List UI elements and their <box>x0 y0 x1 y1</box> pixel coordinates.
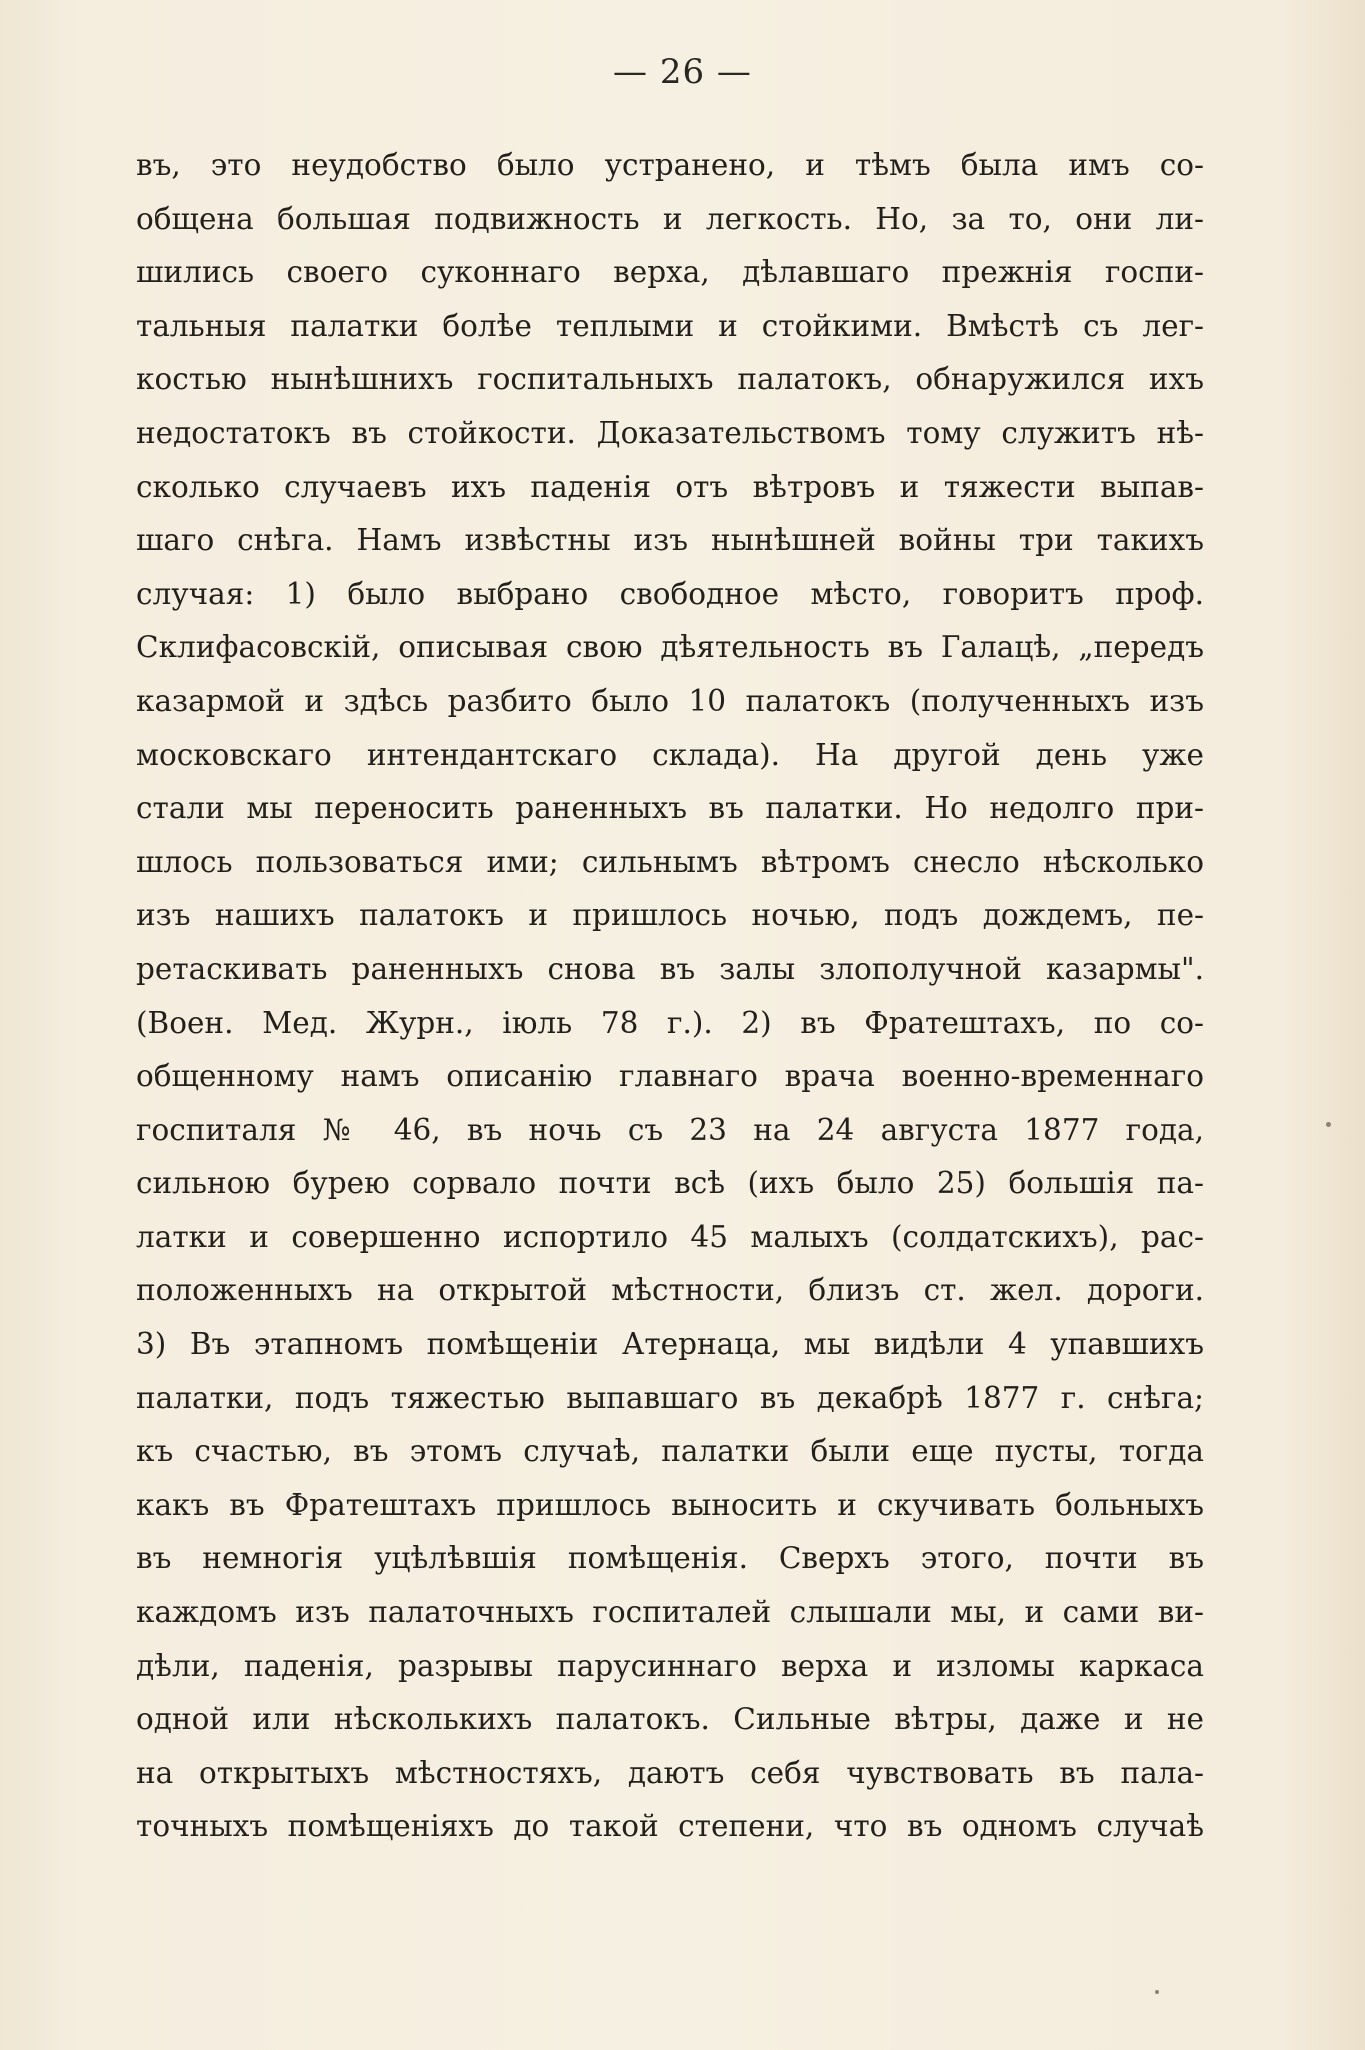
text-line: шлось пользоваться ими; сильнымъ вѣтромъ снесло нѣсколько <box>136 844 1204 879</box>
text-line: ретаскивать раненныхъ снова въ залы злополучной казармы". <box>136 951 1204 986</box>
text-line: стали мы переносить раненныхъ въ палатки. Но недолго при- <box>136 791 1204 826</box>
text-line: тальныя палатки болѣе теплыми и стойкими. Вмѣстѣ съ лег- <box>136 308 1204 343</box>
text-line: сколько случаевъ ихъ паденія отъ вѣтровъ и тяжести выпав- <box>136 469 1204 504</box>
text-line: общена большая подвижность и легкость. Но, за то, они ли- <box>136 201 1204 236</box>
text-line: случая: 1) было выбрано свободное мѣсто, говоритъ проф. <box>136 576 1204 611</box>
body-text <box>136 139 1204 1854</box>
text-line: шились своего суконнаго верха, дѣлавшаго прежнія госпи- <box>136 255 1204 290</box>
text-line: Склифасовскій, описывая свою дѣятельность въ Галацѣ, „передъ <box>136 630 1204 665</box>
text-line: дѣли, паденія, разрывы парусиннаго верха и изломы каркаса <box>136 1648 1204 1683</box>
text-line: 3) Въ этапномъ помѣщеніи Атернаца, мы видѣли 4 упавшихъ <box>136 1327 1204 1362</box>
text-line: какъ въ Фратештахъ пришлось выносить и скучивать больныхъ <box>136 1487 1204 1522</box>
text-line: на открытыхъ мѣстностяхъ, даютъ себя чувствовать въ пала- <box>136 1755 1204 1790</box>
text-line: положенныхъ на открытой мѣстности, близъ ст. жел. дороги. <box>136 1273 1204 1308</box>
text-line: недостатокъ въ стойкости. Доказательствомъ тому служитъ нѣ- <box>136 415 1204 450</box>
text-line: точныхъ помѣщеніяхъ до такой степени, что въ одномъ случаѣ <box>136 1809 1204 1844</box>
text-line: (Воен. Мед. Журн., іюль 78 г.). 2) въ Фратештахъ, по со- <box>136 1005 1204 1040</box>
text-line: одной или нѣсколькихъ палатокъ. Сильные вѣтры, даже и не <box>136 1702 1204 1737</box>
text-line: казармой и здѣсь разбито было 10 палатокъ (полученныхъ изъ <box>136 683 1204 718</box>
paper-speck <box>1326 1122 1331 1127</box>
text-line: въ, это неудобство было устранено, и тѣмъ была имъ со- <box>136 148 1204 182</box>
text-line: въ немногія уцѣлѣвшія помѣщенія. Сверхъ этого, почти въ <box>136 1541 1204 1576</box>
text-line: костью нынѣшнихъ госпитальныхъ палатокъ, обнаружился ихъ <box>136 362 1204 397</box>
text-line: общенному намъ описанію главнаго врача военно-временнаго <box>136 1059 1204 1094</box>
text-line: изъ нашихъ палатокъ и пришлось ночью, подъ дождемъ, пе- <box>136 898 1204 933</box>
text-line: московскаго интендантскаго склада). На другой день уже <box>136 737 1204 772</box>
text-line: къ счастью, въ этомъ случаѣ, палатки были еще пусты, тогда <box>136 1434 1204 1469</box>
text-line: палатки, подъ тяжестью выпавшаго въ декабрѣ 1877 г. снѣга; <box>136 1380 1204 1415</box>
page-number: — 26 — <box>613 52 752 92</box>
text-line: сильною бурею сорвало почти всѣ (ихъ было 25) большія па- <box>136 1166 1204 1201</box>
text-line: госпиталя № 46, въ ночь съ 23 на 24 августа 1877 года, <box>136 1112 1204 1147</box>
text-line: шаго снѣга. Намъ извѣстны изъ нынѣшней войны три такихъ <box>136 523 1204 558</box>
text-line: латки и совершенно испортило 45 малыхъ (солдатскихъ), рас- <box>136 1219 1204 1254</box>
text-line: каждомъ изъ палаточныхъ госпиталей слышали мы, и сами ви- <box>136 1595 1204 1630</box>
paper-speck <box>1155 1990 1159 1994</box>
